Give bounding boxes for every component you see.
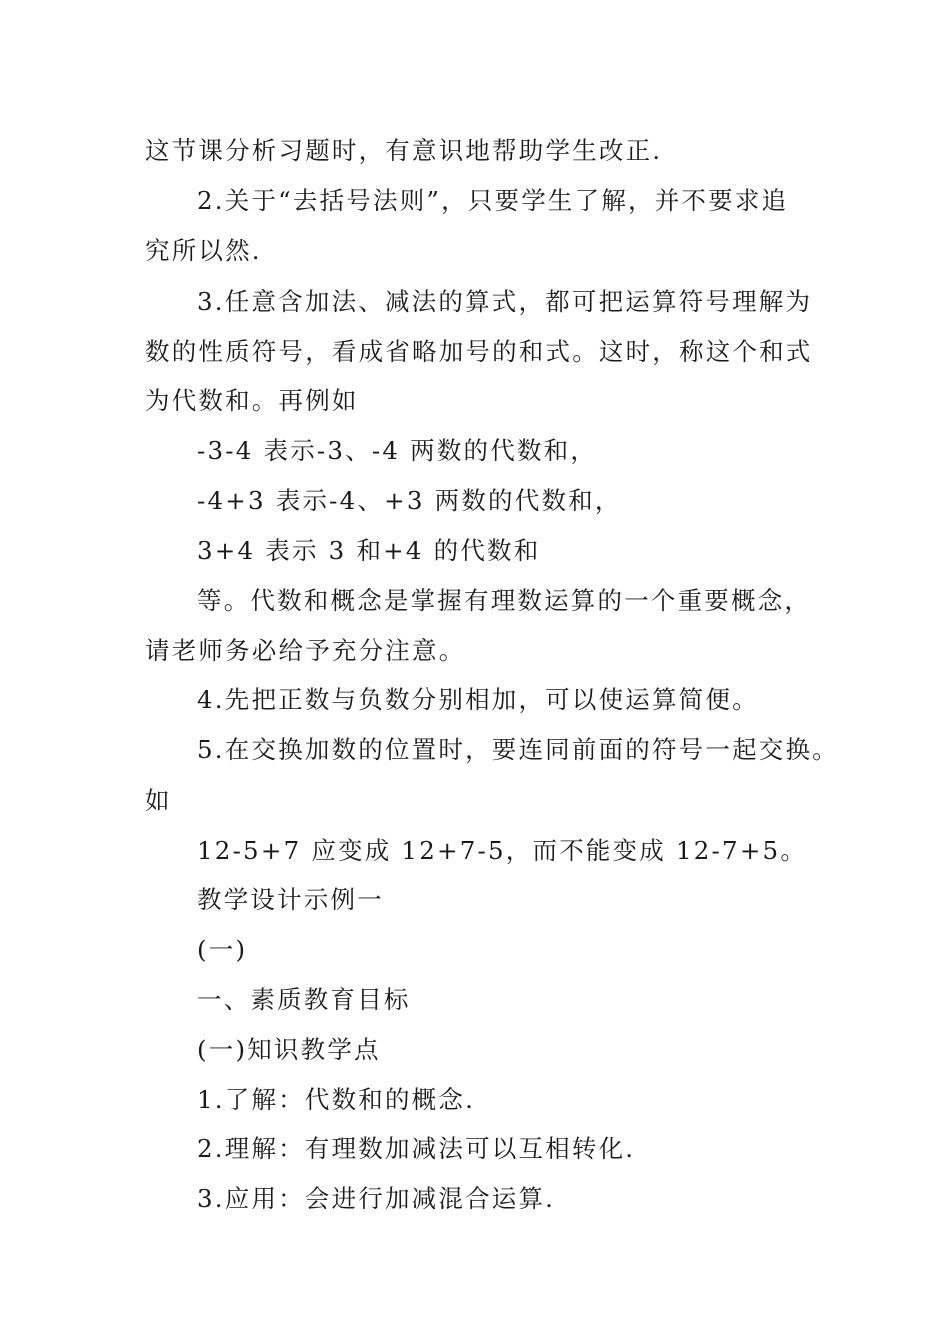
text-line: 3.应用：会进行加减混合运算.: [197, 1184, 556, 1213]
text-line: 等。代数和概念是掌握有理数运算的一个重要概念，: [197, 586, 812, 615]
text-line: 请老师务必给予充分注意。: [145, 636, 466, 665]
text-line: (一): [197, 935, 248, 964]
text-line: -3-4 表示-3、-4 两数的代数和，: [197, 436, 598, 465]
text-line: 这节课分析习题时，有意识地帮助学生改正.: [145, 136, 663, 165]
text-line: 数的性质符号，看成省略加号的和式。这时，称这个和式: [145, 337, 813, 366]
text-line: 为代数和。再例如: [145, 386, 359, 415]
text-line: 3.任意含加法、减法的算式，都可把运算符号理解为: [197, 287, 813, 316]
text-line: 2.理解：有理数加减法可以互相转化.: [197, 1134, 636, 1163]
text-line: 3+4 表示 3 和+4 的代数和: [197, 536, 541, 565]
text-line: 教学设计示例一: [197, 885, 384, 914]
text-line: 一、素质教育目标: [197, 985, 411, 1014]
text-line: 4.先把正数与负数分别相加，可以使运算简便。: [197, 685, 759, 714]
text-line: 2.关于“去括号法则”，只要学生了解，并不要求追: [197, 186, 789, 215]
text-line: 12-5+7 应变成 12+7-5，而不能变成 12-7+5。: [197, 836, 808, 865]
text-line: -4+3 表示-4、+3 两数的代数和，: [197, 486, 622, 515]
text-line: 1.了解：代数和的概念.: [197, 1085, 476, 1114]
text-line: 5.在交换加数的位置时，要连同前面的符号一起交换。: [197, 735, 839, 764]
text-line: 如: [145, 786, 172, 815]
text-line: (一)知识教学点: [197, 1035, 381, 1064]
text-line: 究所以然.: [145, 236, 262, 265]
